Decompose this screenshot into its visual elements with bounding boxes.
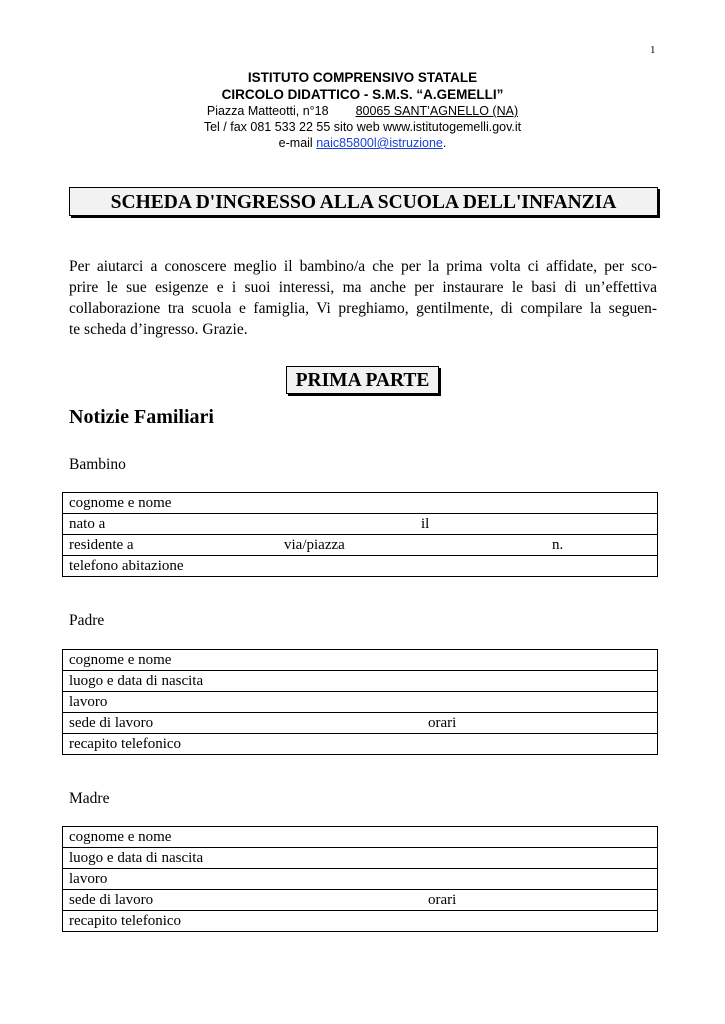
father-birth-cell[interactable] <box>63 671 658 692</box>
mother-job-cell[interactable] <box>63 869 658 890</box>
email-link[interactable]: naic85800l@istruzione <box>316 136 443 150</box>
father-phone-cell[interactable] <box>63 734 658 755</box>
field-label: lavoro <box>69 694 108 710</box>
field-label: cognome e nome <box>69 829 172 845</box>
table-row[interactable] <box>63 848 658 869</box>
child-label: Bambino <box>69 456 126 473</box>
father-name-cell[interactable] <box>63 650 658 671</box>
document-title: SCHEDA D'INGRESSO ALLA SCUOLA DELL'INFANZIA <box>69 187 658 216</box>
field-label: luogo e data di nascita <box>69 673 204 689</box>
intro-line: te scheda d’ingresso. Grazie. <box>69 321 248 338</box>
father-workplace-cell[interactable] <box>63 713 658 734</box>
child-table <box>62 492 658 577</box>
intro-line: collaborazione tra scuola e famiglia, Vi preghiamo, gentilmente, di compilare la seguen- <box>69 300 657 317</box>
mother-table <box>62 826 658 932</box>
city-address: 80065 SANT’AGNELLO (NA) <box>355 104 519 118</box>
field-label: nato a <box>69 516 106 532</box>
field-label: luogo e data di nascita <box>69 850 204 866</box>
field-label: il <box>421 516 430 532</box>
table-row[interactable] <box>63 911 658 932</box>
field-label: cognome e nome <box>69 495 172 511</box>
field-label: recapito telefonico <box>69 736 182 752</box>
table-row[interactable] <box>63 827 658 848</box>
school-header <box>0 69 725 151</box>
mother-birth-cell[interactable] <box>63 848 658 869</box>
part-title: PRIMA PARTE <box>286 366 439 394</box>
school-contacts: Tel / fax 081 533 22 55 sito web www.istitutogemelli.gov.it <box>203 120 522 134</box>
mother-phone-cell[interactable] <box>63 911 658 932</box>
table-row[interactable] <box>63 493 658 514</box>
field-label: orari <box>428 715 457 731</box>
table-row[interactable] <box>63 650 658 671</box>
intro-line: Per aiutarci a conoscere meglio il bambino/a che per la prima volta ci affidate, per sco- <box>69 258 657 275</box>
school-district: CIRCOLO DIDATTICO - S.M.S. “A.GEMELLI” <box>221 87 504 102</box>
child-name-cell[interactable] <box>63 493 658 514</box>
father-job-cell[interactable] <box>63 692 658 713</box>
table-row[interactable] <box>63 713 658 734</box>
field-label: n. <box>552 537 564 553</box>
mother-workplace-cell[interactable] <box>63 890 658 911</box>
school-name: ISTITUTO COMPRENSIVO STATALE <box>247 70 478 85</box>
field-label: orari <box>428 892 457 908</box>
field-label: cognome e nome <box>69 652 172 668</box>
table-row[interactable] <box>63 869 658 890</box>
school-email-line <box>0 135 725 151</box>
mother-label: Madre <box>69 790 110 807</box>
table-row[interactable] <box>63 556 658 577</box>
field-label: recapito telefonico <box>69 913 182 929</box>
intro-paragraph <box>69 256 657 340</box>
school-address <box>0 103 725 119</box>
page-number: 1 <box>650 44 656 56</box>
table-row[interactable] <box>63 890 658 911</box>
field-label: residente a <box>69 537 134 553</box>
field-label: via/piazza <box>284 537 345 553</box>
table-row[interactable] <box>63 514 658 535</box>
child-birth-cell[interactable] <box>63 514 658 535</box>
email-suffix: . <box>442 136 447 150</box>
mother-name-cell[interactable] <box>63 827 658 848</box>
child-phone-cell[interactable] <box>63 556 658 577</box>
section-title: Notizie Familiari <box>69 406 214 428</box>
field-label: lavoro <box>69 871 108 887</box>
field-label: telefono abitazione <box>69 558 184 574</box>
street-address: Piazza Matteotti, n°18 <box>206 104 329 118</box>
table-row[interactable] <box>63 671 658 692</box>
child-residence-cell[interactable] <box>63 535 658 556</box>
father-label: Padre <box>69 612 105 629</box>
father-table <box>62 649 658 755</box>
table-row[interactable] <box>63 734 658 755</box>
table-row[interactable] <box>63 535 658 556</box>
table-row[interactable] <box>63 692 658 713</box>
intro-line: prire le sue esigenze e i suoi interessi, ma anche per instaurare le basi di un’effettiva <box>69 279 657 296</box>
email-prefix: e-mail <box>278 136 317 150</box>
field-label: sede di lavoro <box>69 715 154 731</box>
field-label: sede di lavoro <box>69 892 154 908</box>
